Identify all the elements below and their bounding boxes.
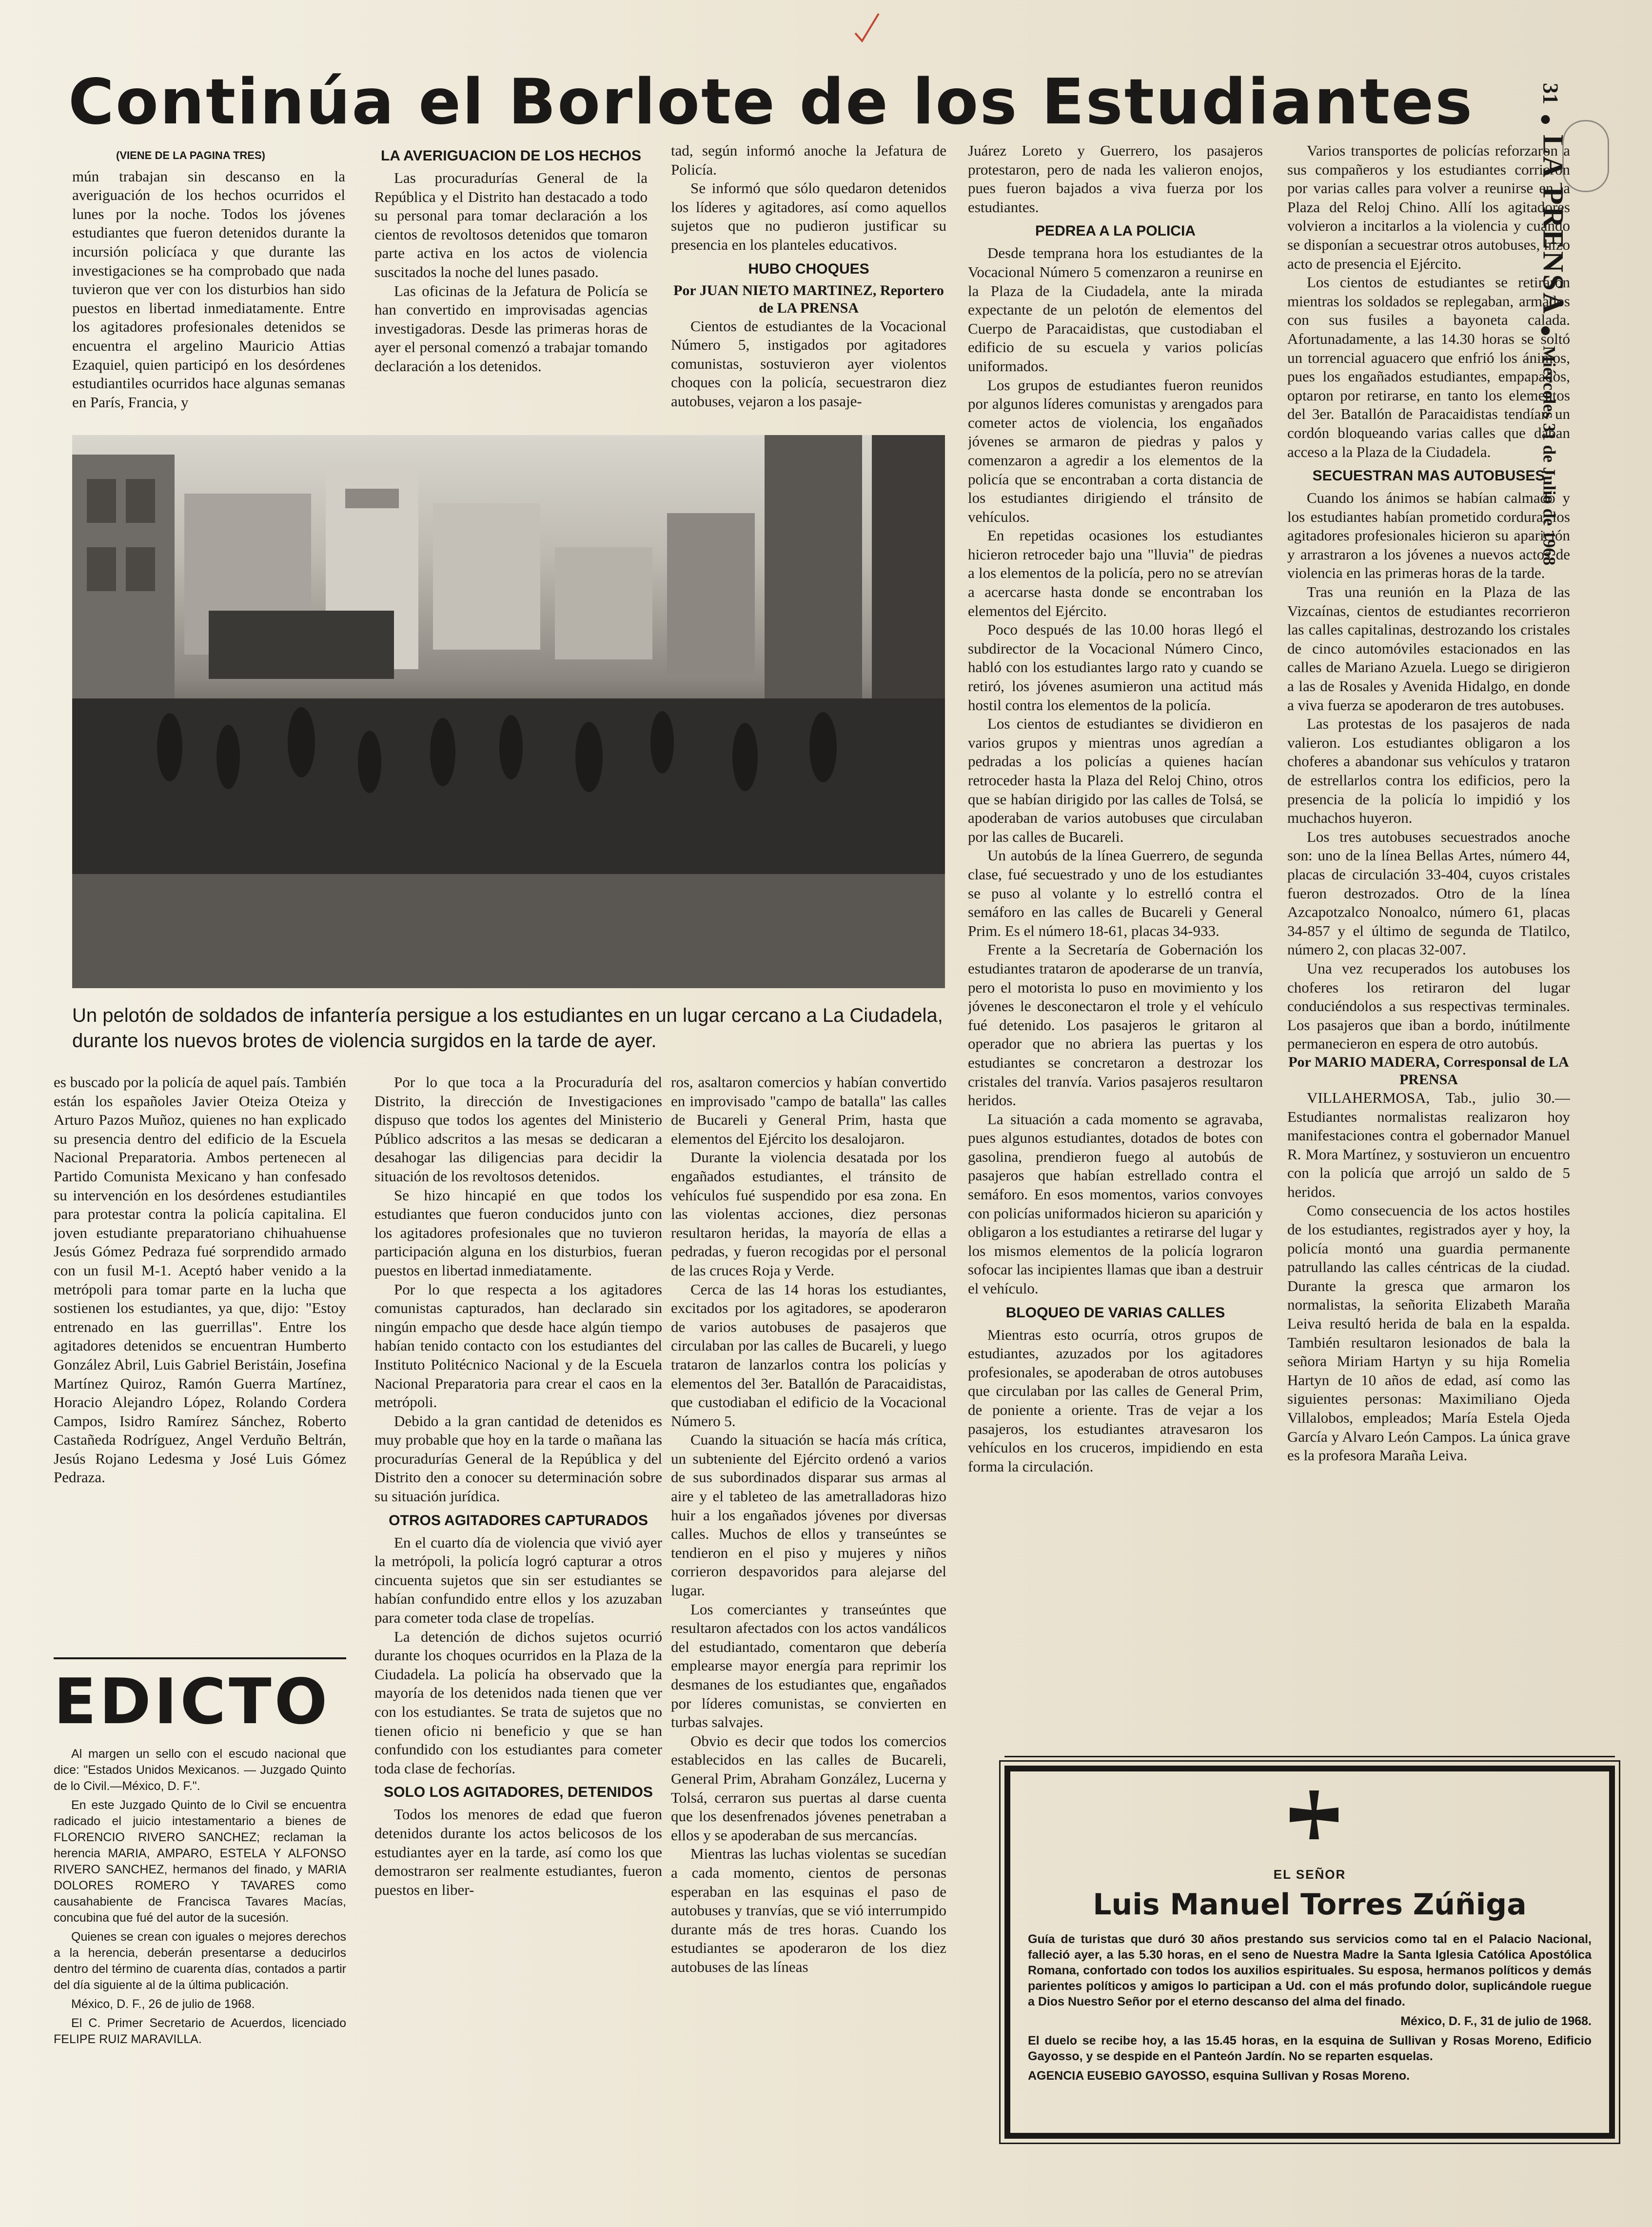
article-paragraph: Obvio es decir que todos los comercios establecidos en las calles de Bucareli, General Prim, Abraham González, Lucerna y Tolsá, cerraron sus puertas al darse cuenta que los desenfrenados jóvenes penetraban a ellos y se apoderaban de sus mercancías. bbox=[671, 1732, 946, 1844]
continued-tag: (VIENE DE LA PAGINA TRES) bbox=[116, 149, 265, 161]
subhead-pedrea: PEDREA A LA POLICIA bbox=[1035, 223, 1196, 239]
paper-name: LA PRENSA bbox=[1537, 135, 1570, 316]
article-paragraph: Mientras esto ocurría, otros grupos de estudiantes, azuzados por los agitadores profesionales, se apoderaban de otros autobuses que circulaban por las calles de General Prim, de poniente a oriente. Tras de vejar a los pasajeros, los estudiantes atravesaron los vehículos en los cruceros, impidiendo en esta forma la circulación. bbox=[968, 1326, 1263, 1475]
page-number: 31 bbox=[1538, 83, 1563, 104]
column-3-bottom bbox=[671, 1073, 946, 2209]
issue-date: Miércoles 31 de Julio de 1968 bbox=[1539, 346, 1559, 566]
article-paragraph: Una vez recuperados los autobuses los choferes los retiraron del lugar conduciéndolos a sus respectivas terminales. Los pasajeros que iban a bordo, inútilmente permanecieron en espera de otro autobús. bbox=[1287, 959, 1570, 1053]
article-text: mún trabajan sin descanso en la averiguación de los hechos ocurridos el lunes por la noche. Todos los jóvenes estudiantes que fueron detenidos durante la incursión policíaca y que durante las investigaciones se ha comprobado que nada tuvieron que ver con los disturbios han sido puestos en libertad inmediatamente. Entre los agitadores profesionales detenidos se encuentra el argelino Mauricio Attias Ezaquiel, quien participó en los desórdenes estudiantiles ocurridos hace algunas semanas en París, Francia, y bbox=[72, 167, 345, 411]
article-paragraph: Debido a la gran cantidad de detenidos es muy probable que hoy en la tarde o mañana las procuradurías General de la República y del Distrito den a conocer su determinación sobre su situación jurídica. bbox=[374, 1412, 662, 1505]
column-3-top bbox=[671, 141, 946, 427]
headline-block bbox=[68, 63, 1521, 141]
subhead-hubo-choques: HUBO CHOQUES bbox=[748, 260, 869, 277]
news-photo bbox=[72, 435, 945, 988]
article-paragraph: En el cuarto día de violencia que vivió ayer la metrópoli, la policía logró capturar a otros cincuenta sujetos que sin ser estudiantes se habían confundido entre ellos y los azuzaban para cometer toda clase de tropelías. bbox=[374, 1533, 662, 1627]
obituary-date: México, D. F., 31 de julio de 1968. bbox=[1400, 2014, 1592, 2028]
article-paragraph: Se hizo hincapié en que todos los estudiantes que fueron conducidos junto con los agitadores profesionales que no tuvieron participación alguna en los disturbios, fueran puestos en libertad inmediatamente. bbox=[374, 1186, 662, 1279]
article-paragraph: Cuando los ánimos se habían calmado y los estudiantes habían prometido cordura, los agitadores profesionales hicieron su aparición y arrastraron a los jóvenes a nuevos actos de violencia en las primeras horas de la tarde. bbox=[1287, 489, 1570, 582]
edicto-title: EDICTO bbox=[54, 1666, 331, 1738]
article-paragraph: Los tres autobuses secuestrados anoche son: uno de la línea Bellas Artes, número 44, placas de circulación 33-404, cuyos cristales fueron destrozados. Otro de la línea Azcapotzalco Nonoalco, número 61, placas 34-857 y el último de segunda de Tlatilco, número 2, con placas 32-007. bbox=[1287, 828, 1570, 958]
article-paragraph: Por lo que respecta a los agitadores comunistas capturados, han declarado sin ningún empacho que desde hace algún tiempo habían tenido contacto con los estudiantes del Instituto Politécnico Nacional y de la Escuela Nacional Preparatoria para crear el caos en la metrópoli. bbox=[374, 1280, 662, 1411]
street-scene-illustration bbox=[72, 435, 945, 988]
article-paragraph: Varios transportes de policías reforzaron a sus compañeros y los estudiantes corrieron por varias calles para volver a reunirse en la Plaza del Reloj Chino. Allí los agitadores volvieron a incitarlos a la violencia y cuando se disponían a secuestrar otros autobuses, hizo acto de presencia el Ejército. bbox=[1287, 142, 1570, 272]
column-1-bottom bbox=[54, 1073, 346, 1644]
edicto-signature: El C. Primer Secretario de Acuerdos, licenciado FELIPE RUIZ MARAVILLA. bbox=[54, 2016, 346, 2046]
pencil-check-mark bbox=[852, 10, 882, 44]
column-4 bbox=[968, 141, 1263, 1751]
obituary-notice bbox=[1004, 1766, 1615, 2139]
edicto-paragraph: En este Juzgado Quinto de lo Civil se encuentra radicado el juicio intestamentario a bienes de FLORENCIO RIVERO SANCHEZ; reclaman la herencia MARIA, AMPARO, ESTELA Y ALFONSO RIVERO SANCHEZ, hermanos del finado, y MARIA DOLORES ROMERO Y TAVARES como causahabiente de Francisca Tavares Macías, concubina que fué del autor de la sucesión. bbox=[54, 1798, 346, 1925]
edicto-rule bbox=[54, 1657, 346, 1659]
article-paragraph: Frente a la Secretaría de Gobernación los estudiantes trataron de apoderarse de un tranvía, pero el motorista lo puso en movimiento y los jóvenes le desconectaron el trole y el vehículo fué detenido. Los pasajeros le gritaron al operador que no abriera las puertas y los estudiantes se concretaron a destrozar los cristales del tranvía. Varios pasajeros resultaron heridos. bbox=[968, 941, 1263, 1109]
article-paragraph: Por lo que toca a la Procuraduría del Distrito, la dirección de Investigaciones dispuso que todos los agentes del Ministerio Público adscritos a las mesas se dedicaran a desahogar las diligencias para decidir la situación de los revoltosos detenidos. bbox=[374, 1074, 662, 1185]
article-paragraph: VILLAHERMOSA, Tab., julio 30.—Estudiantes normalistas realizaron hoy manifestaciones contra el gobernador Manuel R. Mora Martínez, y sostuvieron un encuentro con la policía que arrojó un saldo de 5 heridos. bbox=[1287, 1089, 1570, 1200]
funeral-agency: AGENCIA EUSEBIO GAYOSSO, esquina Sullivan y Rosas Moreno. bbox=[1028, 2069, 1410, 2083]
edicto-paragraph: Al margen un sello con el escudo nacional que dice: "Estados Unidos Mexicanos. — Juzgado Quinto de lo Civil.—México, D. F.". bbox=[54, 1747, 346, 1793]
obituary-rule bbox=[1004, 1756, 1615, 1757]
obituary-paragraph: Guía de turistas que duró 30 años prestando sus servicios como tal en el Palacio Nacional, falleció ayer, a las 5.30 horas, en el seno de Nuestra Madre la Santa Iglesia Católica Apostólica Romana, confortado con todos los auxilios espirituales. Su esposa, hermanos políticos y demás parientes políticos y amigos lo participan a Ud. con el más profundo dolor, suplicándole ruegue a Dios Nuestro Señor por el eterno descanso del alma del finado. bbox=[1028, 1932, 1592, 2008]
article-paragraph: Las procuradurías General de la República y el Distrito han destacado a todo su personal para tomar declaración a los cientos de revoltosos detenidos que tomaron parte activa en los actos de violencia suscitados la noche del lunes pasado. bbox=[374, 169, 648, 280]
obituary-paragraph: El duelo se recibe hoy, a las 15.45 horas, en la esquina de Sullivan y Rosas Moreno, Edificio Gayosso, y se despide en el Panteón Jardín. No se reparten esquelas. bbox=[1028, 2034, 1592, 2063]
edicto-paragraph: Quienes se crean con iguales o mejores derechos a la herencia, deberán presentarse a deducirlos dentro del término de cuarenta días, contados a partir del día siguiente al de la última publicación. bbox=[54, 1930, 346, 1992]
edicto-date: México, D. F., 26 de julio de 1968. bbox=[71, 1997, 255, 2011]
article-paragraph: Cientos de estudiantes de la Vocacional Número 5, instigados por agitadores comunistas, sostuvieron ayer violentos choques con la policía, secuestraron diez autobuses, vejaron a los pasaje- bbox=[671, 317, 946, 410]
article-paragraph: Los cientos de estudiantes se retiraron mientras los soldados se replegaban, armados con sus fusiles a bayoneta calada. Afortunadamente, a las 14.30 horas se soltó un torrencial aguacero que enfrió los ánimos, pues los engañados estudiantes, empapados, optaron por retirarse, en tanto los elementos del 3er. Batallón de Paracaidistas tendían un cordón bloqueando varias calles que daban acceso a la Plaza de la Ciudadela. bbox=[1287, 274, 1570, 460]
edicto-notice bbox=[54, 1746, 346, 2050]
deceased-name: Luis Manuel Torres Zúñiga bbox=[1093, 1888, 1527, 1922]
article-paragraph: Como consecuencia de los actos hostiles de los estudiantes, registrados ayer y hoy, la policía montó una guardia permanente patrullando las calles céntricas de la ciudad. Durante la gresca que armaron los normalistas, la señorita Elizabeth Maraña Leiva resultó herida de bala en la espalda. También resultaron lesionados de bala la señora Miriam Hartyn y su hija Romelia Hartyn de 10 años de edad, así como las siguientes personas: Maximiliano Ojeda Villalobos, empleados; María Estela Ojeda García y Alvaro León Campos. La única grave es la profesora Maraña Leiva. bbox=[1287, 1202, 1570, 1464]
column-1-top bbox=[72, 146, 345, 427]
byline: Por JUAN NIETO MARTINEZ, Reportero de LA PRENSA bbox=[673, 282, 944, 316]
article-paragraph: Los comerciantes y transeúntes que resultaron afectados con los actos vandálicos del estudiantado, comentaron que debería emplearse mayor energía para reprimir los desmanes de los estudiantes que, engañados por líderes comunistas, se convierten en turbas salvajes. bbox=[671, 1600, 946, 1731]
subhead-otros-agitadores: OTROS AGITADORES CAPTURADOS bbox=[389, 1512, 648, 1529]
article-paragraph: tad, según informó anoche la Jefatura de Policía. bbox=[671, 142, 946, 178]
column-5 bbox=[1287, 141, 1570, 1751]
article-paragraph: En repetidas ocasiones los estudiantes hicieron retroceder bajo una "lluvia" de piedras a los elementos de la policía, pero no se atrevían a acercarse hasta donde se encontraban los elementos del Ejército. bbox=[968, 527, 1263, 619]
article-paragraph: Cuando la situación se hacía más crítica, un subteniente del Ejército ordenó a varios de sus subordinados disparar sus armas al aire y el tableteo de las ametralladoras hizo huir a los engañados jóvenes por diversas calles. Muchos de ellos y transeúntes se tendieron en el piso y mujeres y niños corrieron despavoridos para alejarse del lugar. bbox=[671, 1431, 946, 1599]
article-paragraph: Cerca de las 14 horas los estudiantes, excitados por los agitadores, se apoderaron de varios autobuses de pasajeros que circulaban por las calles de Bucareli, y luego trataron de lanzarlos contra los policías y elementos del 3er. Batallón de Paracaidistas, que custodiaban el edificio de la Vocacional Número 5. bbox=[671, 1280, 946, 1430]
article-paragraph: Los cientos de estudiantes se dividieron en varios grupos y mientras unos agredían a pedradas a los policías a quienes hacían retroceder hasta la Plaza del Reloj Chino, otros que se habían dirigido por las calles de Tolsá, se apoderaban de varios autobuses que circulaban por las calles de Bucareli. bbox=[968, 715, 1263, 845]
subhead-averiguacion: LA AVERIGUACION DE LOS HECHOS bbox=[381, 148, 641, 164]
article-paragraph: Un autobús de la línea Guerrero, de segunda clase, fué secuestrado y uno de los estudiantes se puso al volante y lo estrelló contra el semáforo en las calles de Bucareli y General Prim. Es el número 18-61, placas 34-933. bbox=[968, 847, 1263, 939]
article-paragraph: Tras una reunión en la Plaza de las Vizcaínas, cientos de estudiantes recorrieron las calles capitalinas, destrozando los cristales de cinco automóviles estacionados en las calles de Mariano Azuela. Luego se dirigieron a las de Rosales y Avenida Hidalgo, en donde a viva fuerza se apoderaron de tres autobuses. bbox=[1287, 583, 1570, 714]
article-paragraph: Las oficinas de la Jefatura de Policía se han convertido en improvisadas agencias investigadoras. Desde las primeras horas de ayer el personal comenzó a trabajar tomando declaración a los detenidos. bbox=[374, 282, 648, 375]
cross-icon bbox=[1287, 1788, 1341, 1842]
article-paragraph: Poco después de las 10.00 horas llegó el subdirector de la Vocacional Número Cinco, habló con los estudiantes largo rato y cuando se retiró, los jóvenes asumieron una actitud más hostil contra los elementos de la policía. bbox=[968, 621, 1263, 714]
photo-caption: Un pelotón de soldados de infantería persigue a los estudiantes en un lugar cercano a La Ciudadela, durante los nuevos brotes de violencia surgidos en la tarde de ayer. bbox=[72, 1005, 943, 1052]
article-paragraph: Se informó que sólo quedaron detenidos los líderes y agitadores, así como aquellos sujetos que no pudieron justificar su presencia en los planteles educativos. bbox=[671, 179, 946, 253]
article-paragraph: ros, asaltaron comercios y habían convertido en improvisado "campo de batalla" las calles de Bucareli y General Prim, hasta que elementos del Ejército los desalojaron. bbox=[671, 1074, 946, 1147]
subhead-bloqueo: BLOQUEO DE VARIAS CALLES bbox=[1005, 1304, 1225, 1321]
subhead-solo-agitadores: SOLO LOS AGITADORES, DETENIDOS bbox=[384, 1784, 653, 1801]
column-2-top bbox=[374, 141, 648, 427]
article-paragraph: La detención de dichos sujetos ocurrió durante los choques ocurridos en la Plaza de la Ciudadela. La policía ha observado que la mayoría de los detenidos nada tienen que ver con los estudiantes. Se trata de sujetos que no tienen oficio ni beneficio y que se han confundido con los estudiantes para cometer toda clase de fechorías. bbox=[374, 1628, 662, 1777]
byline: Por MARIO MADERA, Corresponsal de LA PRENSA bbox=[1288, 1054, 1569, 1088]
article-paragraph: Todos los menores de edad que fueron detenidos durante los actos belicosos de los estudiantes ayer en la tarde, así como los que demostraron ser realmente estudiantes, fueron puestos en liber- bbox=[374, 1806, 662, 1898]
column-2-bottom bbox=[374, 1073, 662, 2209]
bullet-dot bbox=[1541, 115, 1550, 124]
article-paragraph: Juárez Loreto y Guerrero, los pasajeros protestaron, pero de nada les valieron enojos, pues fueron bajados a viva fuerza por los estudiantes. bbox=[968, 142, 1263, 216]
article-paragraph: La situación a cada momento se agravaba, pues algunos estudiantes, dotados de botes con gasolina, prendieron fuego al autobús de pasajeros que habían estrellado contra el semáforo. En esos momentos, varios convoyes con policías uniformados hicieron su aparición y obligaron a los estudiantes a retirarse del lugar y los mismos elementos de la policía lograron sofocar las incipientes llamas que iban a destruir el vehículo. bbox=[968, 1110, 1263, 1297]
article-paragraph: Durante la violencia desatada por los engañados estudiantes, el tránsito de vehículos fué suspendido por esa zona. En las violentas acciones, diez personas resultaron heridas, la mayoría de ellas a pedradas, y fueron recogidas por el personal de las cruces Roja y Verde. bbox=[671, 1149, 946, 1279]
article-paragraph: Desde temprana hora los estudiantes de la Vocacional Número 5 comenzaron a reunirse en la Plaza de la Ciudadela, ante la mirada expectante de un pelotón de elementos del Cuerpo de Paracaidistas, que custodiaban el edificio de su escuela y varios policías uniformados. bbox=[968, 244, 1263, 375]
article-text: es buscado por la policía de aquel país. También están los españoles Javier Oteiza Oteiza y Arturo Pazos Muñoz, quienes no han explicado su presencia dentro del edificio de la Escuela Nacional Preparatoria. Ambos pertenecen al Partido Comunista Mexicano y han confesado su intervención en los desórdenes estudiantiles para protestar contra la policía capitalina. El joven estudiante preparatoriano chihuahuense Jesús Gómez Pedraza fué sorprendido armado con un fusil M-1. Aceptó haber venido a la metrópoli para tomar parte en la lucha que sostienen los estudiantes, ya que, dijo: "Estoy entrenado en las guerrillas". Entre los agitadores detenidos se encuentran Humberto González Abril, Luis Gabriel Beristáin, Josefina Martínez Quiroz, Ramón Guerra Martínez, Horacio Alejandro López, Rolando Cordera Campos, Isidro Ramírez Sánchez, Roberto Castañeda Rodríguez, Angel Verduño Beltrán, Jesús Rojano Ledesma y José Luis Gómez Pedraza. bbox=[54, 1074, 346, 1486]
article-paragraph: Las protestas de los pasajeros de nada valieron. Los estudiantes obligaron a los choferes a abandonar sus vehículos y trataron de estrellarlos contra los edificios, pero la presencia de la policía lo impidió y los muchachos huyeron. bbox=[1287, 715, 1570, 827]
headline: Continúa el Borlote de los Estudiantes bbox=[68, 66, 1474, 139]
obituary-title: EL SEÑOR bbox=[1273, 1867, 1346, 1882]
article-paragraph: Los grupos de estudiantes fueron reunidos por algunos líderes comunistas y arengados para cometer actos de violencia, los engañados jóvenes se armaron de piedras y palos y comenzaron a agredir a los elementos de la policía que se encontraban a corta distancia de los estudiantes dirigiendo el tránsito de vehículos. bbox=[968, 376, 1263, 525]
subhead-secuestran: SECUESTRAN MAS AUTOBUSES bbox=[1312, 468, 1545, 484]
obituary-body bbox=[1028, 1931, 1592, 2088]
article-paragraph: Mientras las luchas violentas se sucedían a cada momento, cientos de personas esperaban en las esquinas el paso de autobuses y tranvías, que se vió interrumpido durante más de tres horas. Cuando los estudiantes se apoderaron de los diez autobuses de las líneas bbox=[671, 1845, 946, 1975]
